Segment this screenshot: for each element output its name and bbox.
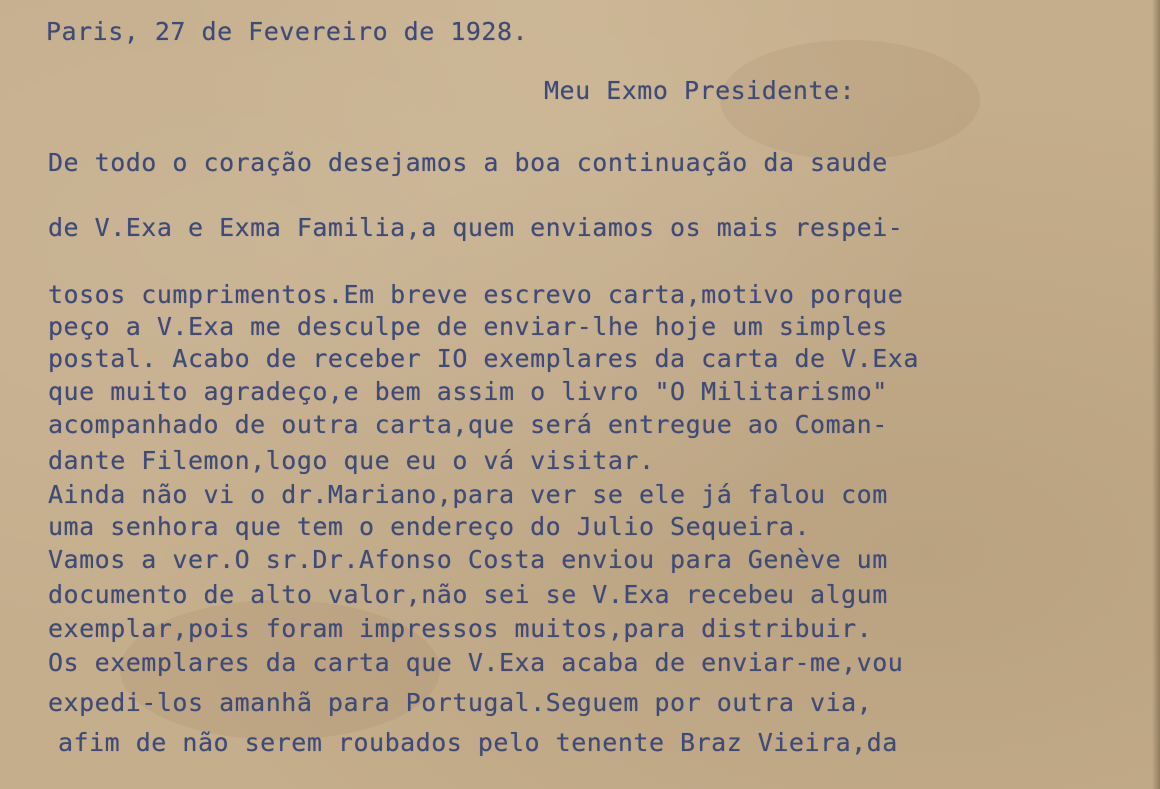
card-edge <box>1152 0 1160 789</box>
body-line: Vamos a ver.O sr.Dr.Afonso Costa enviou para Genève um <box>48 545 888 574</box>
body-line: uma senhora que tem o endereço do Julio Sequeira. <box>48 512 811 541</box>
body-line: que muito agradeço,e bem assim o livro "O Militarismo" <box>48 377 888 406</box>
body-line: tosos cumprimentos.Em breve escrevo carta,motivo porque <box>48 280 904 309</box>
body-line: De todo o coração desejamos a boa continuação da saude <box>48 148 888 177</box>
body-line: dante Filemon,logo que eu o vá visitar. <box>48 446 655 475</box>
body-line: de V.Exa e Exma Familia,a quem enviamos os mais respei- <box>48 213 904 242</box>
body-line: postal. Acabo de receber IO exemplares da carta de V.Exa <box>48 344 919 373</box>
body-line: expedi-los amanhã para Portugal.Seguem por outra via, <box>48 688 873 717</box>
body-line: exemplar,pois foram impressos muitos,para distribuir. <box>48 614 873 643</box>
body-line: documento de alto valor,não sei se V.Exa recebeu algum <box>48 580 888 609</box>
salutation: Meu Exmo Presidente: <box>544 76 856 105</box>
body-line: acompanhado de outra carta,que será entregue ao Coman- <box>48 410 888 439</box>
body-line: peço a V.Exa me desculpe de enviar-lhe hoje um simples <box>48 312 888 341</box>
body-line: Ainda não vi o dr.Mariano,para ver se ele já falou com <box>48 480 888 509</box>
body-line: afim de não serem roubados pelo tenente Braz Vieira,da <box>58 728 898 757</box>
body-line: Os exemplares da carta que V.Exa acaba de enviar-me,vou <box>48 648 904 677</box>
date-line: Paris, 27 de Fevereiro de 1928. <box>46 17 529 46</box>
